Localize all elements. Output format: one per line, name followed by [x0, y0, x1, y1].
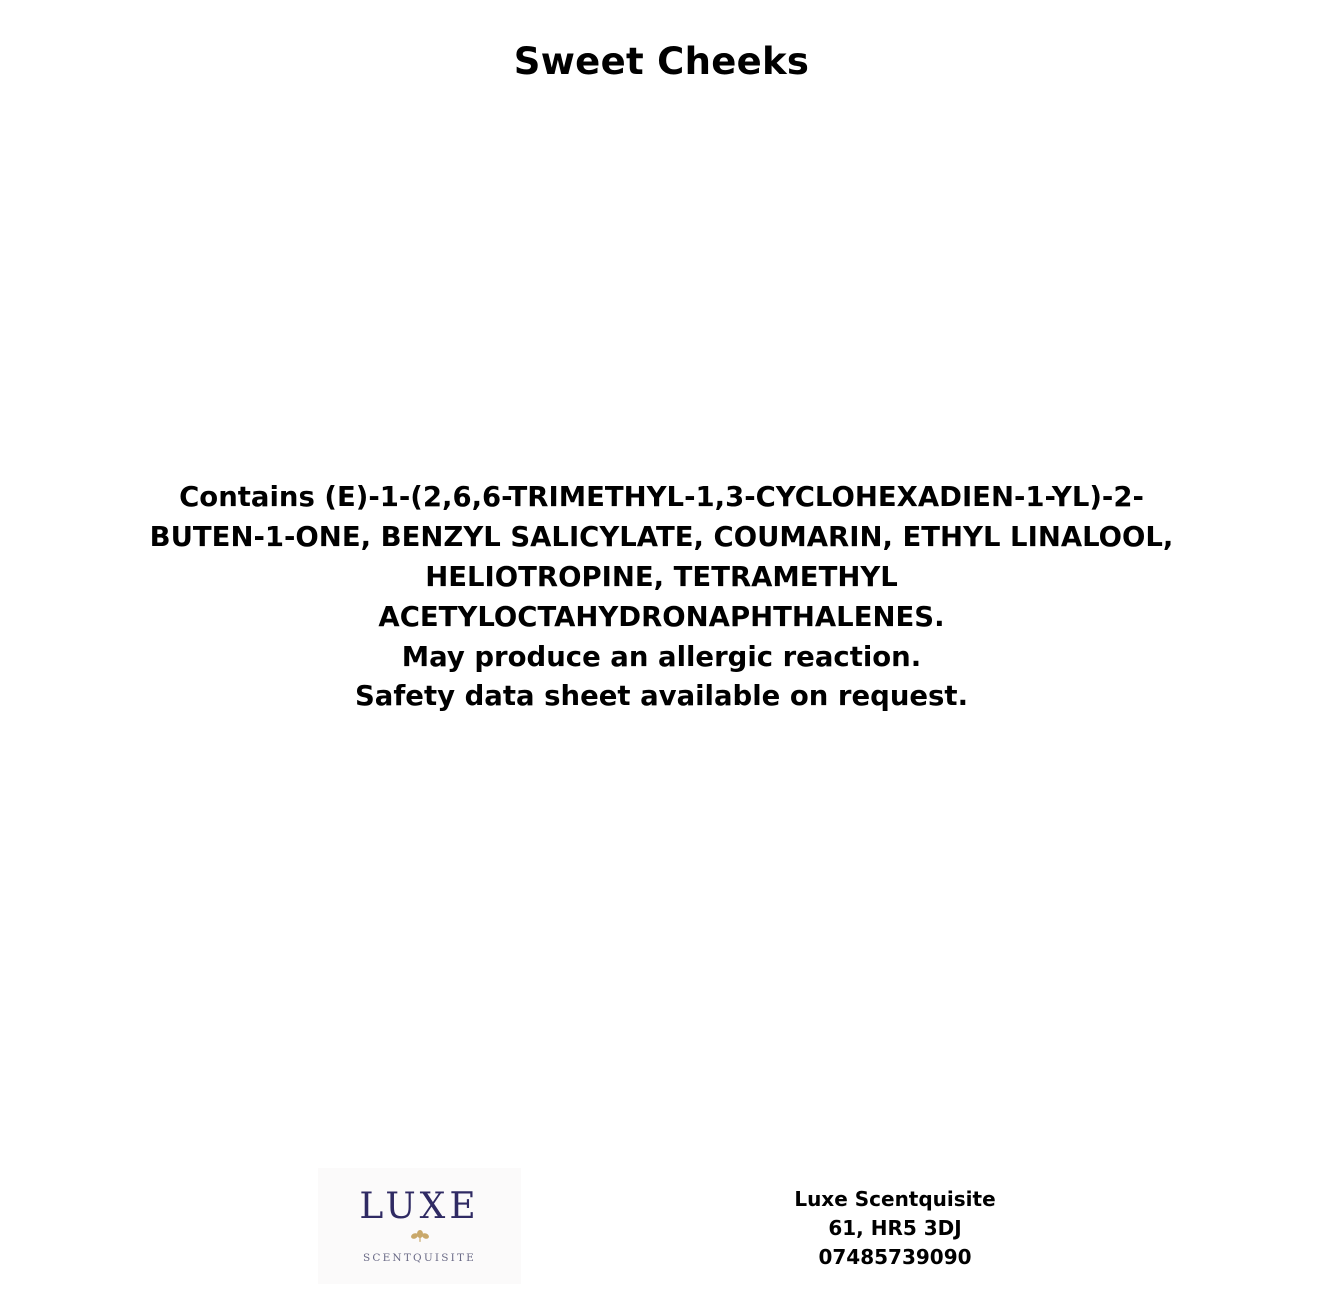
company-name: Luxe Scentquisite: [794, 1187, 996, 1211]
allergen-warning-text: May produce an allergic reaction.: [401, 640, 922, 673]
company-details: [700, 1185, 1090, 1272]
logo-wordmark: LUXE: [359, 1185, 480, 1227]
allergen-information: [0, 478, 1323, 717]
page-title: Sweet Cheeks: [513, 40, 810, 83]
allergen-contains-text: Contains (E)-1-(2,6,6-TRIMETHYL-1,3-CYCLOHEXADIEN-1-YL)-2-BUTEN-1-ONE, BENZYL SALICYLATE, COUMARIN, ETHYL LINALOOL, HELIOTROPINE, TETRAMETHYL ACETYLOCTAHYDRONAPHTHALENES.: [149, 481, 1174, 633]
logo-sub-wordmark: SCENTQUISITE: [362, 1251, 477, 1264]
brand-logo: [318, 1168, 521, 1284]
safety-data-sheet-text: Safety data sheet available on request.: [354, 680, 969, 713]
flower-ornament-icon: [409, 1229, 431, 1246]
company-address: 61, HR5 3DJ: [828, 1216, 962, 1240]
company-phone: 07485739090: [818, 1245, 972, 1269]
